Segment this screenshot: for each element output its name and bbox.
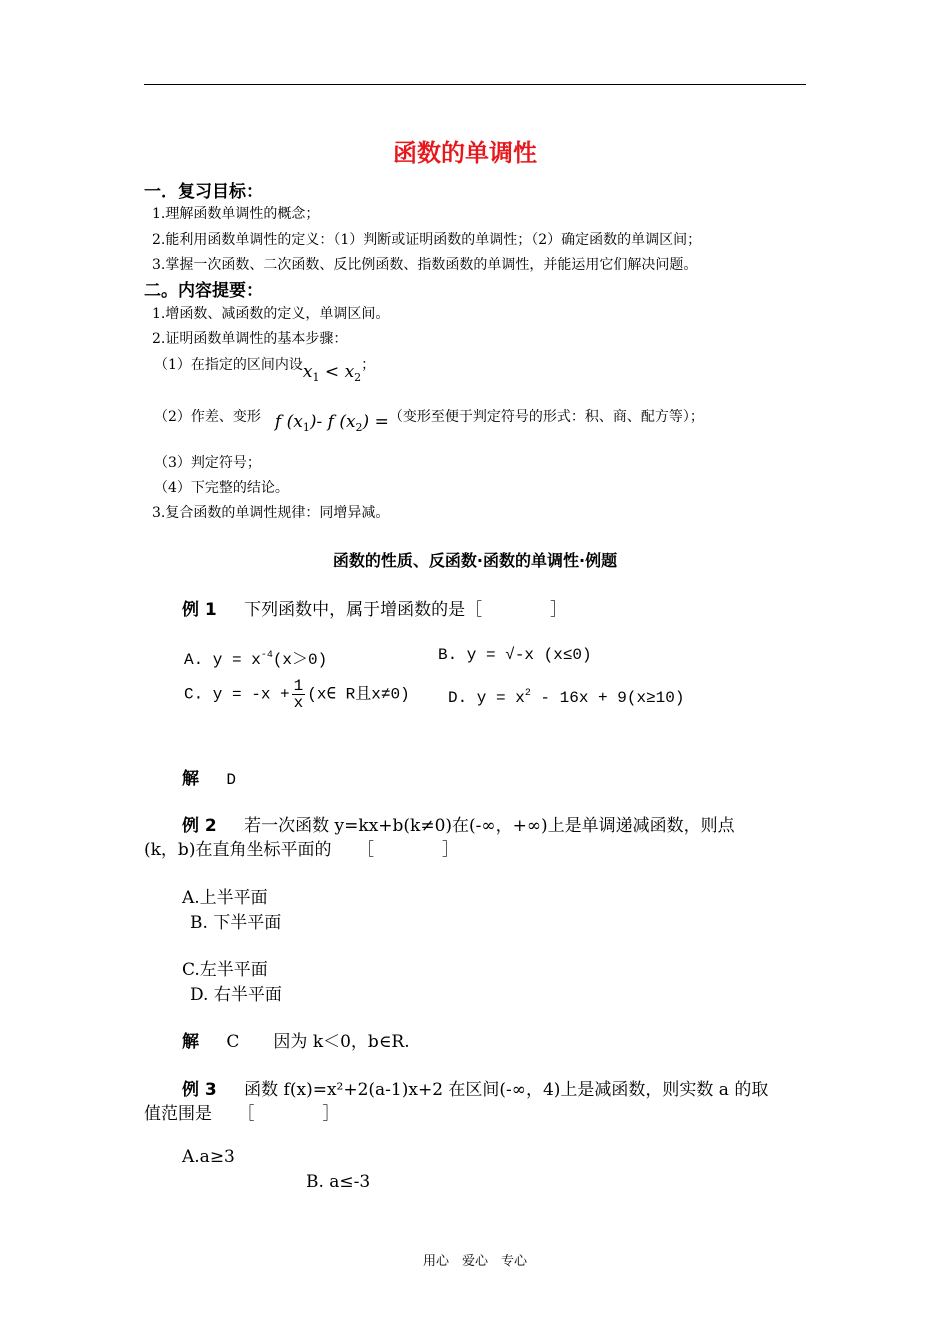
example-1-option-b: B. y = √-x (x≤0) (438, 646, 592, 664)
example-1 (182, 595, 567, 620)
step-1-text: （1）在指定的区间内设 (154, 357, 303, 373)
example-3 (182, 1075, 768, 1100)
page-footer: 用心 爱心 专心 (422, 1254, 527, 1269)
example-2-line-2: (k，b)在直角坐标平面的 ［ ］ (144, 840, 459, 860)
page-title: 函数的单调性 (393, 139, 537, 167)
step-3: （3）判定符号； (154, 455, 261, 471)
example-2-answer: 解 C 因为 k＜0，b∈R. (182, 1032, 410, 1052)
section2-item-2: 2.证明函数单调性的基本步骤： (152, 331, 348, 347)
example-3-label: 例 3 (182, 1080, 217, 1100)
inequality-formula: $x_1 < x_2$ (302, 362, 362, 384)
step-1-suffix: ； (361, 357, 376, 373)
example-1-option-a: A. $y = x^{-4}(x>0)$ (184, 650, 328, 669)
fraction: $\frac{1}{x}$ (293, 677, 304, 712)
step-2-suffix: （变形至便于判定符号的形式：积、商、配方等）； (388, 409, 704, 425)
example-3-option-a: A.a≥3 (182, 1147, 235, 1167)
example-2-option-b: B. 下半平面 (190, 913, 282, 933)
example-3-line-1: 函数 f(x)=x²+2(a-1)x+2 在区间(-∞，4)上是减函数，则实数 a 的取 (244, 1080, 769, 1100)
example-2-option-a: A.上半平面 (182, 888, 268, 908)
section1-heading: 一．复习目标： (144, 182, 263, 202)
header-rule (144, 84, 806, 85)
step-2-text: （2）作差、变形 (154, 409, 261, 425)
section2-item-1: 1.增函数、减函数的定义，单调区间。 (152, 306, 390, 322)
example-1-question: 下列函数中，属于增函数的是［ ］ (244, 600, 568, 620)
section2-item-3: 3.复合函数的单调性规律：同增异减。 (152, 505, 390, 521)
step-2 (154, 406, 704, 434)
example-2-label: 例 2 (182, 816, 217, 836)
example-2-option-d: D. 右半平面 (190, 985, 282, 1005)
subtitle: 函数的性质、反函数·函数的单调性·例题 (332, 551, 618, 570)
example-1-answer: 解 D (182, 769, 237, 789)
section1-item-1: 1.理解函数单调性的概念； (152, 206, 320, 222)
example-1-label: 例 1 (182, 600, 217, 620)
section1-item-3: 3.掌握一次函数、二次函数、反比例函数、指数函数的单调性，并能运用它们解决问题。 (152, 257, 698, 273)
example-2-option-c: C.左半平面 (182, 960, 268, 980)
example-3-option-b: B. a≤-3 (306, 1172, 371, 1192)
example-2 (182, 811, 735, 836)
difference-formula: f $(x_1)-$ f $(x_2)$ = (274, 412, 389, 434)
section1-item-2: 2.能利用函数单调性的定义：（1）判断或证明函数的单调性；（2）确定函数的单调区间； (152, 232, 702, 248)
example-3-line-2: 值范围是 ［ ］ (144, 1104, 340, 1124)
example-1-option-c: C. y = -x + $\frac{1}{x}$ (x∈ R且x≠0) (184, 677, 410, 712)
example-1-option-d: D. $y = x^2 - 16x + 9(x\ge 10)$ (448, 688, 685, 707)
example-2-line-1: 若一次函数 y=kx+b(k≠0)在(-∞，+∞)上是单调递减函数，则点 (244, 816, 735, 836)
section2-heading: 二。内容提要： (144, 281, 263, 301)
step-1 (154, 354, 376, 384)
step-4: （4）下完整的结论。 (154, 480, 289, 496)
